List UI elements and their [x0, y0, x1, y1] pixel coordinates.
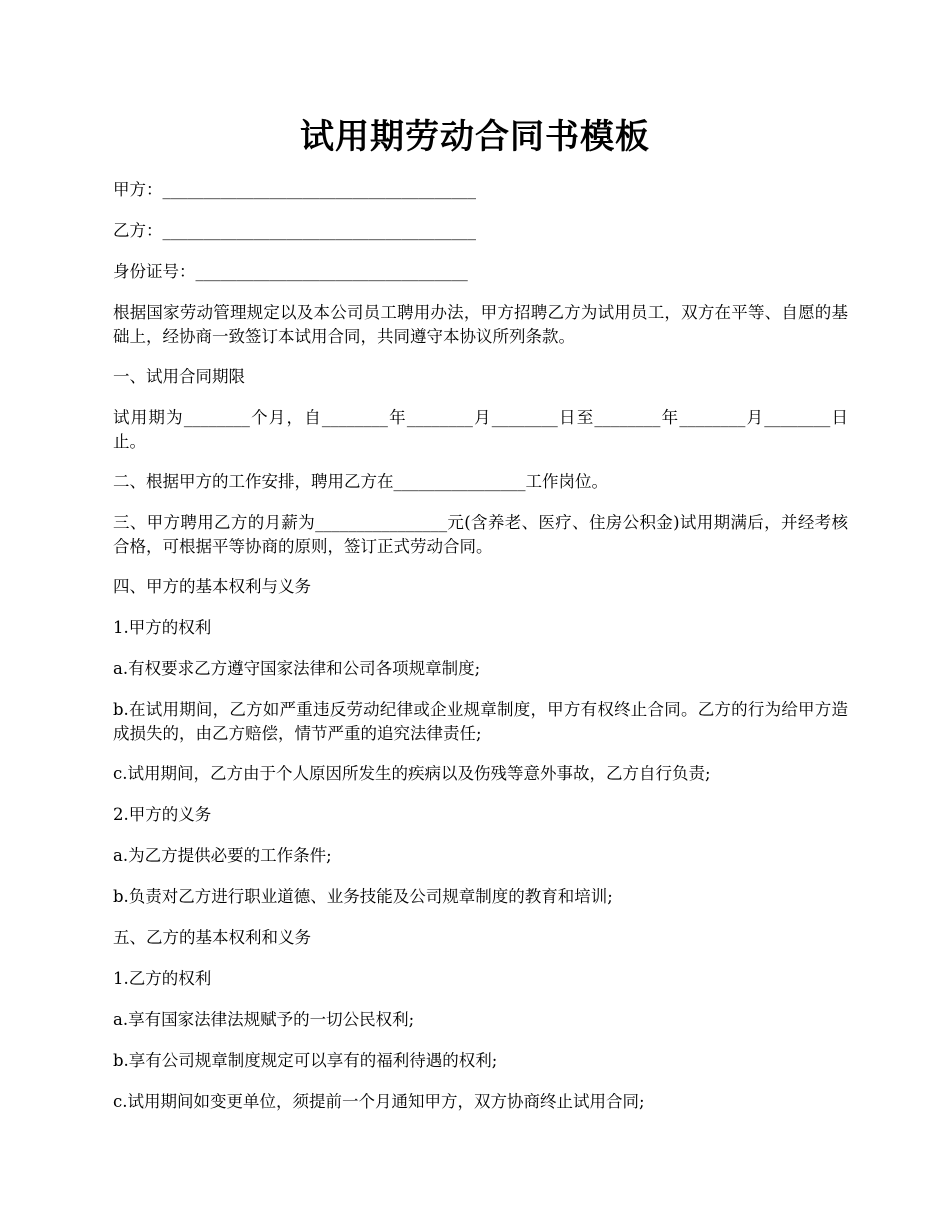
intro-paragraph: 根据国家劳动管理规定以及本公司员工聘用办法，甲方招聘乙方为试用员工，双方在平等、自愿的基础上，经协商一致签订本试用合同，共同遵守本协议所列条款。	[113, 303, 848, 346]
party-b-line: 乙方：______________________________________	[113, 221, 476, 240]
list-item: c.试用期间，乙方由于个人原因所发生的疾病以及伤残等意外事故，乙方自行负责;	[113, 764, 711, 783]
list-item: a.有权要求乙方遵守国家法律和公司各项规章制度;	[113, 659, 481, 678]
section-heading: 四、甲方的基本权利与义务	[113, 577, 311, 596]
subsection-heading: 1.乙方的权利	[113, 969, 212, 988]
document-body	[113, 178, 848, 1131]
list-item: c.试用期间如变更单位，须提前一个月通知甲方，双方协商终止试用合同;	[113, 1092, 645, 1111]
section-heading: 一、试用合同期限	[113, 367, 245, 386]
clause-paragraph: 试用期为________个月，自________年________月________日至________年________月________日止。	[113, 408, 849, 451]
party-a-line: 甲方：______________________________________	[113, 180, 476, 199]
list-item: a.为乙方提供必要的工作条件;	[113, 846, 332, 865]
section-heading: 五、乙方的基本权利和义务	[113, 928, 311, 947]
id-number-line: 身份证号：_________________________________	[113, 262, 468, 281]
clause-paragraph: 二、根据甲方的工作安排，聘用乙方在________________工作岗位。	[113, 472, 608, 491]
subsection-heading: 1.甲方的权利	[113, 618, 212, 637]
list-item: b.享有公司规章制度规定可以享有的福利待遇的权利;	[113, 1051, 498, 1070]
list-item: b.在试用期间，乙方如严重违反劳动纪律或企业规章制度，甲方有权终止合同。乙方的行为给甲方造成损失的，由乙方赔偿，情节严重的追究法律责任;	[113, 700, 848, 743]
clause-paragraph: 三、甲方聘用乙方的月薪为________________元(含养老、医疗、住房公积金)试用期满后，并经考核合格，可根据平等协商的原则，签订正式劳动合同。	[113, 513, 848, 556]
list-item: b.负责对乙方进行职业道德、业务技能及公司规章制度的教育和培训;	[113, 887, 613, 906]
document-title: 试用期劳动合同书模板	[300, 117, 650, 157]
subsection-heading: 2.甲方的义务	[113, 805, 212, 824]
list-item: a.享有国家法律法规赋予的一切公民权利;	[113, 1010, 415, 1029]
